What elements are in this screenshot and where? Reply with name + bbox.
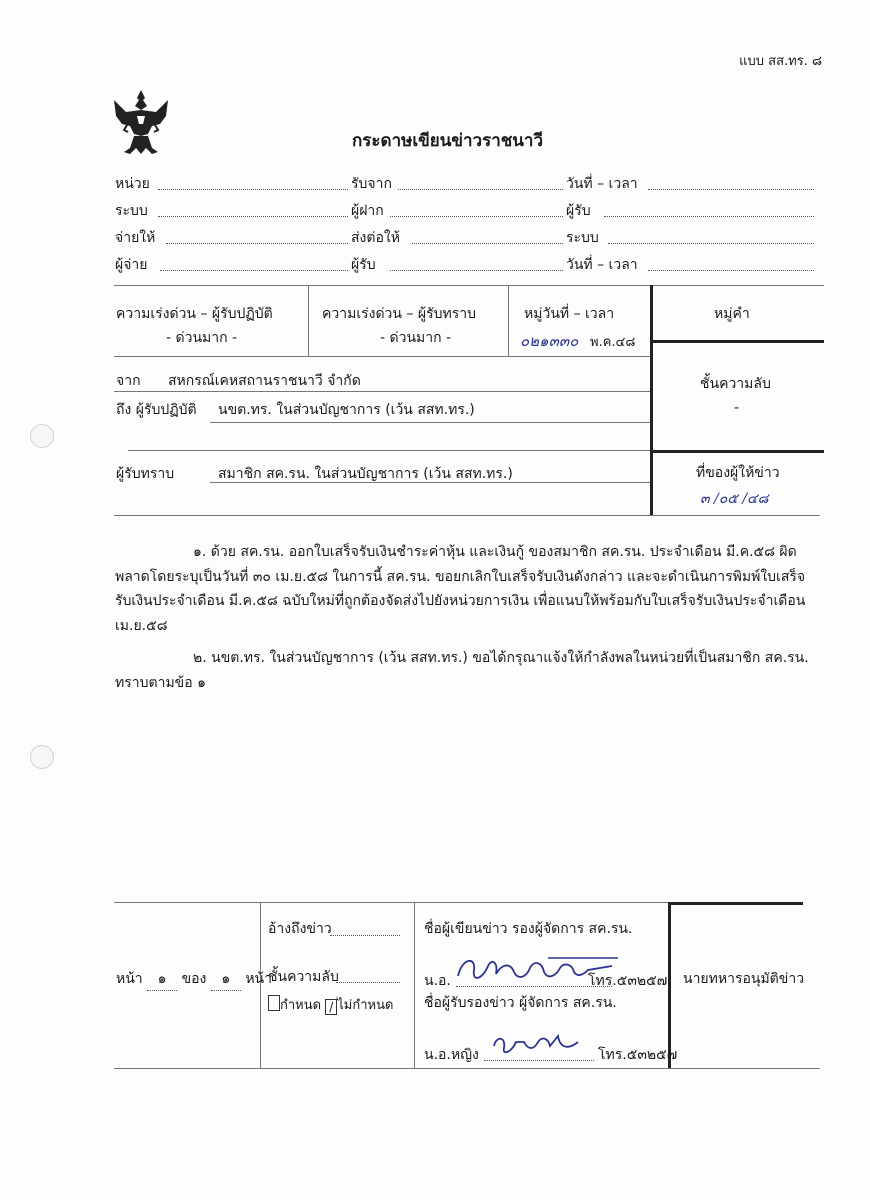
system-line-1[interactable] <box>158 216 348 217</box>
punch-hole-bottom <box>30 745 54 769</box>
dtg-month: พ.ค.๔๘ <box>590 335 636 350</box>
originator-ref-value: ๓ /๐๕ /๔๘ <box>700 491 769 507</box>
forward-to-line[interactable] <box>412 243 563 244</box>
writer-phone: โทร.๕๓๒๕๗ <box>588 973 668 989</box>
footer-divider-2 <box>414 902 415 1068</box>
unset-checkbox[interactable]: / <box>325 999 337 1015</box>
class-cell-bottom <box>652 450 824 453</box>
dtg-label: หมู่วันที่ – เวลา <box>524 306 615 322</box>
page-suffix: หน้า <box>245 971 272 987</box>
writer-rank: น.อ. <box>424 973 451 989</box>
to-row-bottom <box>210 422 650 423</box>
classification-value: - <box>734 400 740 416</box>
depositor-line[interactable] <box>390 216 563 217</box>
of-label: ของ <box>181 971 207 987</box>
priority-info-value: - ด่วนมาก - <box>380 330 452 346</box>
to-label: ถึง ผู้รับปฏิบัติ <box>116 402 197 418</box>
routing-table-top-right <box>652 285 824 286</box>
received-from-line[interactable] <box>398 189 563 190</box>
priority-action-value: - ด่วนมาก - <box>166 330 238 346</box>
certifier-signature-line[interactable] <box>484 1060 594 1061</box>
writer-label: ชื่อผู้เขียนข่าว รองผู้จัดการ สค.รน. <box>424 921 633 937</box>
set-option-label: กำหนด <box>280 998 322 1013</box>
ref-msg-label: อ้างถึงข่าว <box>268 921 332 937</box>
from-label: จาก <box>116 373 141 389</box>
page-label: หน้า <box>116 971 143 987</box>
system-label-1: ระบบ <box>115 203 148 219</box>
unit-line[interactable] <box>158 189 348 190</box>
dispatch-to-line[interactable] <box>166 243 348 244</box>
ref-msg-line[interactable] <box>330 935 400 936</box>
routing-table-thick-divider <box>650 285 653 515</box>
date-time-line-2[interactable] <box>648 270 814 271</box>
classification-label: ชั้นความลับ <box>700 376 771 392</box>
receiver-label-1: ผู้รับ <box>566 203 591 219</box>
body-paragraph-1 <box>115 540 815 638</box>
priority-action-label: ความเร่งด่วน – ผู้รับปฏิบัติ <box>116 306 273 322</box>
body-paragraph-2-text: ๒. นขต.ทร. ในส่วนบัญชาการ (เว้น สสท.ทร.) ขอได้กรุณาแจ้งให้กำลังพลในหน่วยที่เป็นสมาชิก สค.รน. ทราบตามข้อ ๑ <box>115 650 809 691</box>
priority-divider-1 <box>308 285 309 356</box>
originator-ref-label: ที่ของผู้ให้ข่าว <box>696 465 780 481</box>
body-paragraph-2 <box>115 646 815 695</box>
system-line-2[interactable] <box>608 243 814 244</box>
forward-to-label: ส่งต่อให้ <box>351 230 400 246</box>
garuda-emblem-icon <box>110 86 172 158</box>
system-label-2: ระบบ <box>566 230 599 246</box>
approver-label: นายทหารอนุมัติข่าว <box>683 971 805 987</box>
dispatcher-label: ผู้จ่าย <box>115 257 148 273</box>
class-options <box>268 994 393 1015</box>
receiver-line-1[interactable] <box>604 216 814 217</box>
group-cell-bottom <box>652 340 824 343</box>
from-value: สหกรณ์เคหสถานราชนาวี จำกัด <box>168 373 361 389</box>
info-recipient-value: สมาชิก สค.รน. ในส่วนบัญชาการ (เว้น สสท.ทร.) <box>218 466 513 482</box>
footer-class-label: ชั้นความลับ <box>268 969 339 985</box>
depositor-label: ผู้ฝาก <box>351 203 384 219</box>
certifier-rank: น.อ.หญิง <box>424 1047 479 1063</box>
priority-info-label: ความเร่งด่วน – ผู้รับทราบ <box>322 306 476 322</box>
info-recipient-label: ผู้รับทราบ <box>116 466 175 482</box>
footer-class-line[interactable] <box>336 982 400 983</box>
footer-table-bottom <box>114 1068 820 1069</box>
routing-table-top <box>114 285 652 286</box>
punch-hole-top <box>30 424 54 448</box>
footer-table-top <box>114 902 669 903</box>
unit-label: หน่วย <box>115 176 150 192</box>
routing-table-bottom <box>114 515 820 516</box>
date-time-label-2: วันที่ – เวลา <box>566 257 638 273</box>
certifier-signature <box>488 1028 588 1060</box>
receiver-label-2: ผู้รับ <box>351 257 376 273</box>
date-time-line-1[interactable] <box>648 189 814 190</box>
received-from-label: รับจาก <box>351 176 392 192</box>
dtg-value: ๐๒๑๓๓๐ <box>520 332 579 350</box>
unset-option-label: ไม่กำหนด <box>337 998 394 1013</box>
set-checkbox[interactable] <box>268 995 280 1011</box>
priority-divider-2 <box>508 285 509 356</box>
certifier-label: ชื่อผู้รับรองข่าว ผู้จัดการ สค.รน. <box>424 995 617 1011</box>
dispatcher-line[interactable] <box>160 270 348 271</box>
dispatch-to-label: จ่ายให้ <box>115 230 156 246</box>
to-row-extra <box>128 450 650 451</box>
page-title: กระดาษเขียนข่าวราชนาวี <box>352 131 544 151</box>
body-paragraph-1-text: ๑. ด้วย สค.รน. ออกใบเสร็จรับเงินชำระค่าหุ้น และเงินกู้ ของสมาชิก สค.รน. ประจำเดือน มี.ค.๕๘ ผิดพลาดโดยระบุเป็นวันที่ ๓๐ เม.ย.๕๘ ในการนี้ สค.รน. ขอยกเลิกใบเสร็จรับเงินดังกล่าว และจะดำเนินการพิมพ์ใบเสร็จรับเงินประจำเดือน มี.ค.๕๘ ฉบับใหม่ที่ถูกต้องจัดส่งไปยังหน่วยการเงิน เพื่อแนบให้พร้อมกับใบเสร็จรับเงินประจำเดือน เม.ย.๕๘ <box>115 544 806 634</box>
date-time-label-1: วันที่ – เวลา <box>566 176 638 192</box>
certifier-phone: โทร.๕๓๒๕๗ <box>598 1047 678 1063</box>
footer-table-top-right <box>669 902 803 905</box>
page-number: ๑ <box>147 968 177 991</box>
priority-row-bottom <box>114 356 650 357</box>
group-label: หมู่คำ <box>714 306 750 322</box>
form-code: แบบ สส.ทร. ๘ <box>739 54 822 69</box>
page-count <box>116 968 272 991</box>
receiver-line-2[interactable] <box>390 270 563 271</box>
to-value: นขต.ทร. ในส่วนบัญชาการ (เว้น สสท.ทร.) <box>218 402 475 418</box>
page-total: ๑ <box>211 968 241 991</box>
